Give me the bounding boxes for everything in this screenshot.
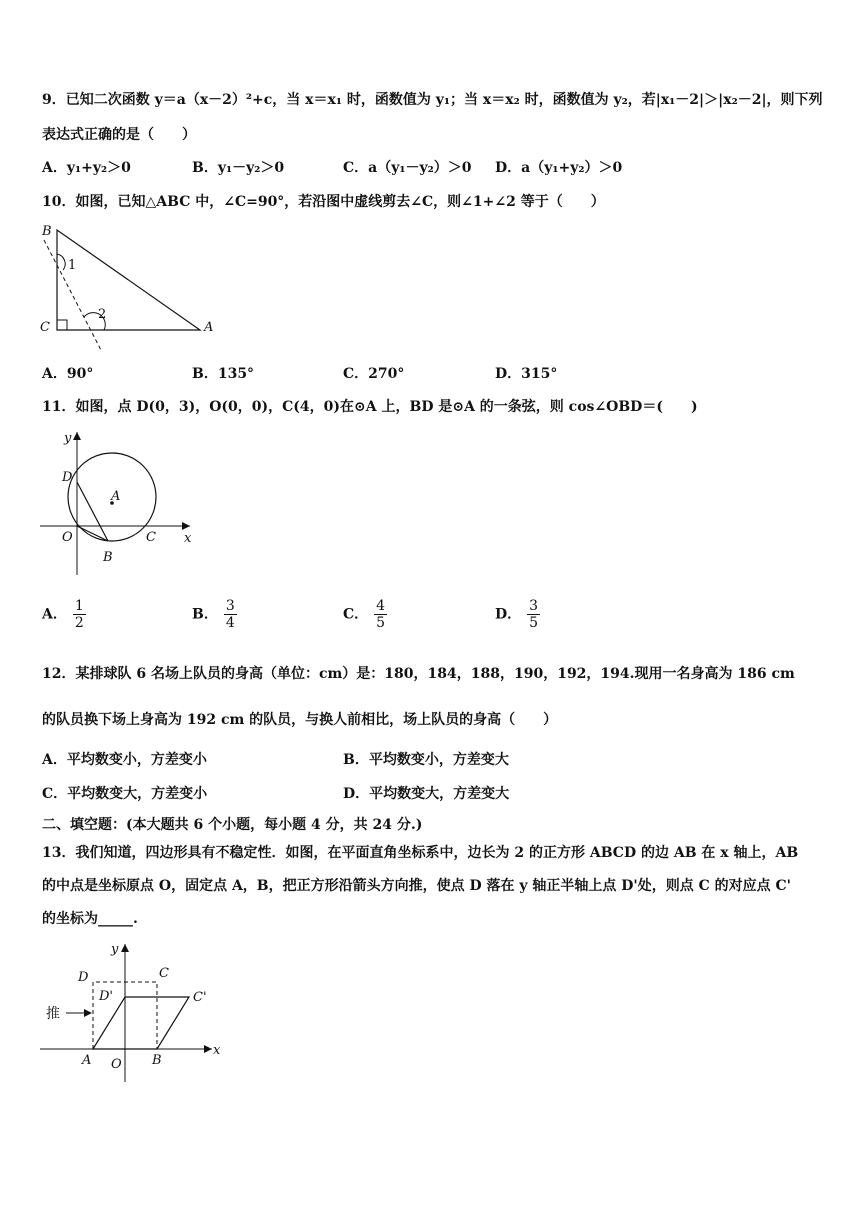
section-heading: 二、填空题：(本大题共 6 个小题，每小题 4 分，共 24 分.) [42, 817, 423, 833]
q11-option-b: B． $\frac{3}{4}$ [192, 598, 235, 631]
label-angle-2: 2 [98, 307, 107, 322]
q12-line1: 12．某排球队 6 名场上队员的身高（单位：cm）是：180，184，188，190，192，194.现用一名身高为 186 cm [42, 666, 795, 682]
q11-option-a: A． $\frac{1}{2}$ [42, 598, 84, 631]
label-angle-1: 1 [68, 258, 77, 273]
label-c: C [40, 320, 50, 335]
y-axis-arrow [121, 944, 129, 952]
q9-line1: 9．已知二次函数 y＝a（x－2）²+c，当 x＝x₁ 时，函数值为 y₁；当 x＝x₂ 时，函数值为 y₂，若|x₁－2|＞|x₂－2|，则下列 [42, 92, 823, 108]
label-c-prime: C' [193, 990, 207, 1005]
label-o: O [62, 530, 73, 545]
push-arrow-head [84, 1009, 92, 1017]
q10-text: 10．如图，已知△ABC 中，∠C=90°，若沿图中虚线剪去∠C，则∠1+∠2 等于（ ） [42, 194, 605, 210]
q12-option-b: B．平均数变小，方差变大 [343, 752, 509, 768]
q12-option-c: C．平均数变大，方差变小 [42, 786, 208, 802]
q10-option-a: A．90° [42, 366, 94, 382]
label-a: A [82, 1053, 92, 1068]
q13-line1: 13．我们知道，四边形具有不稳定性．如图，在平面直角坐标系中，边长为 2 的正方形 ABCD 的边 AB 在 x 轴上，AB [42, 845, 799, 861]
label-c: C [146, 530, 156, 545]
label-b: B [103, 550, 113, 565]
q12-line2: 的队员换下场上身高为 192 cm 的队员，与换人前相比，场上队员的身高（ ） [42, 712, 558, 728]
q9-option-b: B．y₁－y₂＞0 [192, 160, 285, 176]
x-axis-arrow [204, 1045, 212, 1053]
parallelogram-abcprime-dprime [93, 997, 189, 1049]
q10-option-b: B．135° [192, 366, 255, 382]
label-d: D [62, 470, 73, 485]
label-x: x [184, 531, 192, 546]
label-d: D [78, 970, 89, 985]
label-o: O [111, 1057, 122, 1072]
q12-option-d: D．平均数变大，方差变大 [343, 786, 510, 802]
q11-option-c: C． $\frac{4}{5}$ [343, 598, 386, 631]
label-b: B [152, 1053, 162, 1068]
q9-option-c: C．a（y₁－y₂）＞0 [343, 160, 472, 176]
q9-line2: 表达式正确的是（ ） [42, 127, 196, 143]
label-c: C [159, 966, 169, 981]
q10-option-c: C．270° [343, 366, 405, 382]
q9-option-a: A．y₁+y₂＞0 [42, 160, 131, 176]
label-b: B [42, 224, 52, 239]
q13-line3: 的坐标为_____. [42, 911, 138, 927]
q9-option-d: D．a（y₁+y₂）＞0 [495, 160, 623, 176]
q13-line2: 的中点是坐标原点 O，固定点 A，B，把正方形沿箭头方向推，使点 D 落在 y 轴正半轴上点 D'处，则点 C 的对应点 C' [42, 878, 791, 894]
q10-option-d: D．315° [495, 366, 558, 382]
label-y: y [64, 431, 72, 446]
q11-text: 11．如图，点 D(0，3)，O(0，0)，C(4，0)在⊙A 上，BD 是⊙A 的一条弦，则 cos∠OBD＝( ) [42, 399, 698, 415]
label-d-prime: D' [99, 989, 113, 1004]
label-a: A [111, 489, 121, 504]
label-x: x [213, 1043, 221, 1058]
q12-option-a: A．平均数变小，方差变小 [42, 752, 207, 768]
label-y: y [111, 942, 119, 957]
q11-option-d: D． $\frac{3}{5}$ [495, 598, 539, 631]
label-a: A [204, 320, 214, 335]
label-push: 推 [46, 1006, 60, 1022]
